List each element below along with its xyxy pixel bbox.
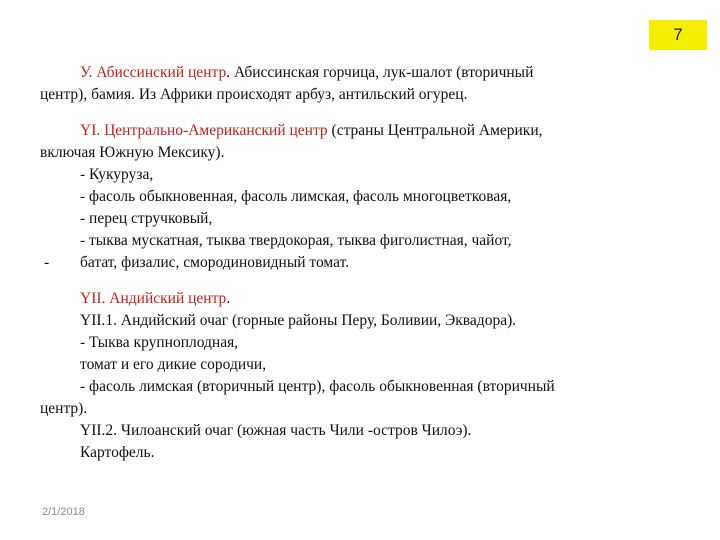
list-dash: - xyxy=(44,254,50,271)
section-numeral: YI. xyxy=(80,122,101,139)
section-central-american xyxy=(40,120,662,142)
list-item: - перец стручковый, xyxy=(80,210,213,227)
subsection-title: YII.2. Чилоанский очаг (южная часть Чили -остров Чилоэ). xyxy=(80,422,472,439)
list-item-text: батат, физалис, смородиновидный томат. xyxy=(80,254,350,271)
section-title: Андийский центр xyxy=(109,290,227,307)
list-item: - фасоль обыкновенная, фасоль лимская, фасоль многоцветковая, xyxy=(80,188,512,205)
section-text-line: включая Южную Мексику). xyxy=(40,144,225,161)
list-item: томат и его дикие сородичи, xyxy=(80,356,267,373)
subsection-title: YII.1. Андийский очаг (горные районы Перу, Боливии, Эквадора). xyxy=(80,312,517,329)
section-andean xyxy=(40,288,662,310)
list-item: - тыква мускатная, тыква твердокорая, тыква фиголистная, чайот, xyxy=(80,232,512,249)
list-item xyxy=(40,252,662,274)
section-text: . Абиссинская горчица, лук-шалот (вторичный xyxy=(226,64,534,81)
list-item: - Кукуруза, xyxy=(80,166,154,183)
page-number-badge xyxy=(649,20,707,50)
section-numeral: YII. xyxy=(80,290,106,307)
section-text-line: центр), бамия. Из Африки происходят арбуз, антильский огурец. xyxy=(40,86,468,103)
list-item-continuation: центр). xyxy=(40,400,88,417)
list-item: - фасоль лимская (вторичный центр), фасоль обыкновенная (вторичный xyxy=(80,378,555,395)
section-abyssinian xyxy=(40,62,662,84)
slide-body xyxy=(40,62,662,464)
section-title-end: . xyxy=(226,290,231,307)
page-number: 7 xyxy=(673,25,683,44)
slide-date: 2/1/2018 xyxy=(42,506,85,518)
section-numeral: У. xyxy=(80,64,93,81)
list-item: Картофель. xyxy=(80,444,155,461)
section-text: (страны Центральной Америки, xyxy=(327,122,543,139)
section-title: Центрально-Американский центр xyxy=(104,122,328,139)
section-title: Абиссинский центр xyxy=(96,64,227,81)
list-item: - Тыква крупноплодная, xyxy=(80,334,239,351)
